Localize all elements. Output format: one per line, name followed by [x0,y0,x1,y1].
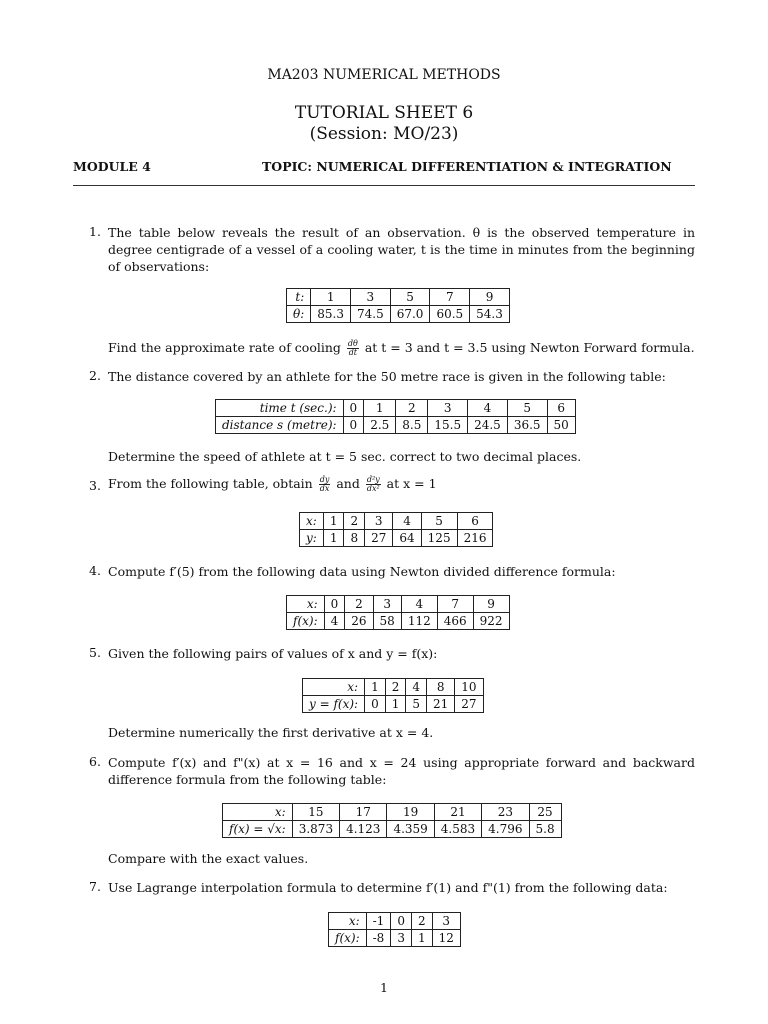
table-row [303,679,484,696]
frac-denominator: dx² [366,484,380,493]
question-number-5: 5. [89,645,101,660]
value-cell: 0 [365,696,386,713]
value-cell: 4 [468,400,508,417]
value-cell: 1 [311,289,351,306]
question-3-text [108,476,437,493]
value-cell: 5 [421,513,457,530]
value-cell: 1 [323,513,344,530]
row-label-cell: θ: [287,306,311,323]
table-row [216,417,576,434]
value-cell: 0 [324,596,345,613]
value-cell: 74.5 [351,306,391,323]
question-number-7: 7. [89,879,101,894]
q5-table [302,678,484,713]
value-cell: 64 [393,530,421,547]
value-cell: -1 [366,913,391,930]
value-cell: 922 [473,613,509,630]
row-label-cell: x: [303,679,365,696]
question-number-1: 1. [89,224,101,239]
question-number-6: 6. [89,754,101,769]
value-cell: 15.5 [428,417,468,434]
row-label-cell: f(x): [329,930,367,947]
value-cell: 67.0 [390,306,430,323]
value-cell: 3 [373,596,401,613]
table-row [223,821,562,838]
value-cell: 216 [457,530,493,547]
question-2-followup: Determine the speed of athlete at t = 5 sec. correct to two decimal places. [108,449,582,464]
table-row [223,804,562,821]
frac-numerator: dθ [347,339,358,348]
value-cell: 8 [344,530,365,547]
value-cell: 4.583 [434,821,481,838]
question-1-followup [108,340,695,357]
value-cell: 8.5 [396,417,428,434]
value-cell: 9 [470,289,510,306]
question-number-3: 3. [89,478,101,493]
value-cell: 21 [427,696,455,713]
value-cell: 2.5 [364,417,396,434]
value-cell: 27 [365,530,393,547]
value-cell: 6 [547,400,575,417]
row-label-cell: y = f(x): [303,696,365,713]
value-cell: 23 [482,804,529,821]
table-row [287,613,510,630]
question-5-text: Given the following pairs of values of x and y = f(x): [108,646,438,661]
value-cell: 5 [390,289,430,306]
question-5-followup: Determine numerically the first derivative at x = 4. [108,725,434,740]
value-cell: 5.8 [529,821,561,838]
q1-followup-pre: Find the approximate rate of cooling [108,340,341,355]
value-cell: 21 [434,804,481,821]
first-derivative-fraction [319,476,331,493]
value-cell: 19 [387,804,434,821]
q3-post: at x = 1 [386,476,437,491]
table-row [303,696,484,713]
question-6-text: Compute f′(x) and f"(x) at x = 16 and x = 24 using appropriate forward and backward difference formula from the following table: [108,755,695,787]
value-cell: 85.3 [311,306,351,323]
value-cell: 2 [396,400,428,417]
q2-table [215,399,576,434]
row-label-cell: f(x) = √x: [223,821,293,838]
q3-pre: From the following table, obtain [108,476,313,491]
value-cell: 9 [473,596,509,613]
value-cell: 4.359 [387,821,434,838]
row-label-cell: time t (sec.): [216,400,344,417]
value-cell: 4 [401,596,437,613]
value-cell: 58 [373,613,401,630]
value-cell: 17 [340,804,387,821]
value-cell: 12 [432,930,460,947]
value-cell: 3 [432,913,460,930]
table-row [287,596,510,613]
value-cell: 8 [427,679,455,696]
value-cell: 24.5 [468,417,508,434]
cooling-rate-fraction [347,340,359,357]
sheet-title: TUTORIAL SHEET 6 [294,103,474,123]
value-cell: 4 [324,613,345,630]
value-cell: 25 [529,804,561,821]
value-cell: 4.796 [482,821,529,838]
value-cell: 60.5 [430,306,470,323]
page-number: 1 [380,980,388,995]
value-cell: 3 [351,289,391,306]
value-cell: 1 [365,679,386,696]
q3-mid: and [336,476,360,491]
question-number-4: 4. [89,563,101,578]
value-cell: 466 [437,613,473,630]
frac-numerator: d²y [366,475,380,484]
second-derivative-fraction [366,476,381,493]
module-label: MODULE 4 [73,159,151,174]
value-cell: 3 [365,513,393,530]
q1-table [286,288,510,323]
q4-table [286,595,510,630]
row-label-cell: x: [287,596,325,613]
value-cell: 27 [455,696,483,713]
frac-numerator: dy [319,475,330,484]
table-row [329,913,461,930]
value-cell: 5 [406,696,427,713]
question-4-text: Compute f′(5) from the following data using Newton divided difference formula: [108,564,616,579]
value-cell: 5 [507,400,547,417]
row-label-cell: distance s (metre): [216,417,344,434]
value-cell: 3.873 [292,821,339,838]
value-cell: 1 [411,930,432,947]
row-label-cell: y: [300,530,324,547]
frac-denominator: dt [348,348,358,357]
value-cell: 2 [345,596,373,613]
value-cell: 2 [344,513,365,530]
value-cell: 3 [428,400,468,417]
value-cell: 10 [455,679,483,696]
row-label-cell: x: [300,513,324,530]
question-1-text: The table below reveals the result of an observation. θ is the observed temperature in degree centigrade of a vessel of a cooling water, t is the time in minutes from the beginning of observations: [108,225,695,274]
value-cell: 4 [406,679,427,696]
value-cell: 0 [343,417,364,434]
q7-table [328,912,461,947]
value-cell: 26 [345,613,373,630]
frac-denominator: dx [319,484,330,493]
table-row [329,930,461,947]
value-cell: 2 [385,679,406,696]
table-row [300,530,493,547]
value-cell: 125 [421,530,457,547]
q3-table [299,512,493,547]
row-label-cell: t: [287,289,311,306]
value-cell: 7 [430,289,470,306]
question-7-text: Use Lagrange interpolation formula to determine f′(1) and f"(1) from the following data: [108,880,668,895]
table-row [287,289,510,306]
value-cell: 6 [457,513,493,530]
value-cell: 112 [401,613,437,630]
topic-label: TOPIC: NUMERICAL DIFFERENTIATION & INTEGRATION [262,159,672,174]
value-cell: 7 [437,596,473,613]
value-cell: 1 [364,400,396,417]
table-row [287,306,510,323]
value-cell: 3 [391,930,412,947]
value-cell: -8 [366,930,391,947]
question-number-2: 2. [89,368,101,383]
question-2-text: The distance covered by an athlete for the 50 metre race is given in the following table: [108,369,666,384]
row-label-cell: x: [223,804,293,821]
value-cell: 4 [393,513,421,530]
value-cell: 1 [323,530,344,547]
header-rule [73,185,695,186]
value-cell: 50 [547,417,575,434]
value-cell: 0 [343,400,364,417]
value-cell: 0 [391,913,412,930]
table-row [216,400,576,417]
table-row [300,513,493,530]
row-label-cell: f(x): [287,613,325,630]
row-label-cell: x: [329,913,367,930]
course-title: MA203 NUMERICAL METHODS [267,67,501,83]
session-label: (Session: MO/23) [309,124,459,144]
q6-table [222,803,562,838]
value-cell: 36.5 [507,417,547,434]
value-cell: 15 [292,804,339,821]
value-cell: 4.123 [340,821,387,838]
value-cell: 1 [385,696,406,713]
value-cell: 54.3 [470,306,510,323]
question-6-followup: Compare with the exact values. [108,851,309,866]
q1-followup-post: at t = 3 and t = 3.5 using Newton Forward formula. [364,340,695,355]
value-cell: 2 [411,913,432,930]
